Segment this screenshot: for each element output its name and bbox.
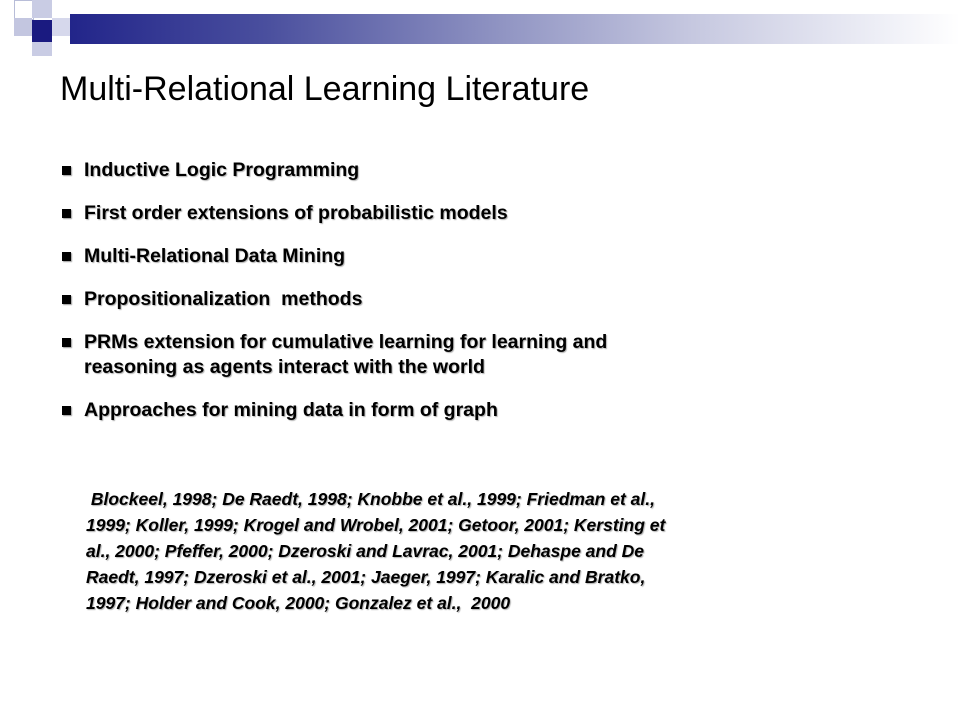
deco-square <box>52 0 70 18</box>
square-bullet-icon <box>62 295 71 304</box>
bullet-list <box>60 158 800 441</box>
bullet-text: Approaches for mining data in form of graph <box>84 399 498 421</box>
citation-line: Raedt, 1997; Dzeroski et al., 2001; Jaeger, 1997; Karalic and Bratko, <box>86 567 646 587</box>
bullet-item <box>60 201 800 226</box>
citation-line: Blockeel, 1998; De Raedt, 1998; Knobbe et al., 1999; Friedman et al., <box>86 489 655 509</box>
bullet-item <box>60 287 800 312</box>
deco-square <box>32 42 52 56</box>
bullet-text: First order extensions of probabilistic models <box>84 202 508 224</box>
deco-square <box>14 18 32 36</box>
square-bullet-icon <box>62 338 71 347</box>
bullet-text: Inductive Logic Programming <box>84 159 360 181</box>
bullet-item <box>60 398 800 423</box>
citation-line: 1997; Holder and Cook, 2000; Gonzalez et al., 2000 <box>86 593 511 613</box>
slide-title: Multi-Relational Learning Literature <box>60 70 590 108</box>
citation-line: al., 2000; Pfeffer, 2000; Dzeroski and Lavrac, 2001; Dehaspe and De <box>86 541 645 561</box>
bullet-item <box>60 244 800 269</box>
header-gradient-band <box>70 14 960 44</box>
bullet-item <box>60 158 800 183</box>
square-bullet-icon <box>62 209 71 218</box>
deco-square <box>32 20 52 42</box>
bullet-text-continued: reasoning as agents interact with the world <box>84 356 485 378</box>
square-bullet-icon <box>62 166 71 175</box>
bullet-text: Propositionalization methods <box>84 288 363 310</box>
square-bullet-icon <box>62 406 71 415</box>
bullet-item <box>60 330 800 380</box>
citation-block <box>86 486 776 616</box>
deco-square <box>14 0 34 20</box>
deco-square <box>52 18 70 36</box>
deco-square <box>32 0 52 18</box>
bullet-text: PRMs extension for cumulative learning for learning and <box>84 331 608 353</box>
square-bullet-icon <box>62 252 71 261</box>
decorative-squares <box>0 0 80 60</box>
bullet-text: Multi-Relational Data Mining <box>84 245 346 267</box>
citation-line: 1999; Koller, 1999; Krogel and Wrobel, 2001; Getoor, 2001; Kersting et <box>86 515 666 535</box>
